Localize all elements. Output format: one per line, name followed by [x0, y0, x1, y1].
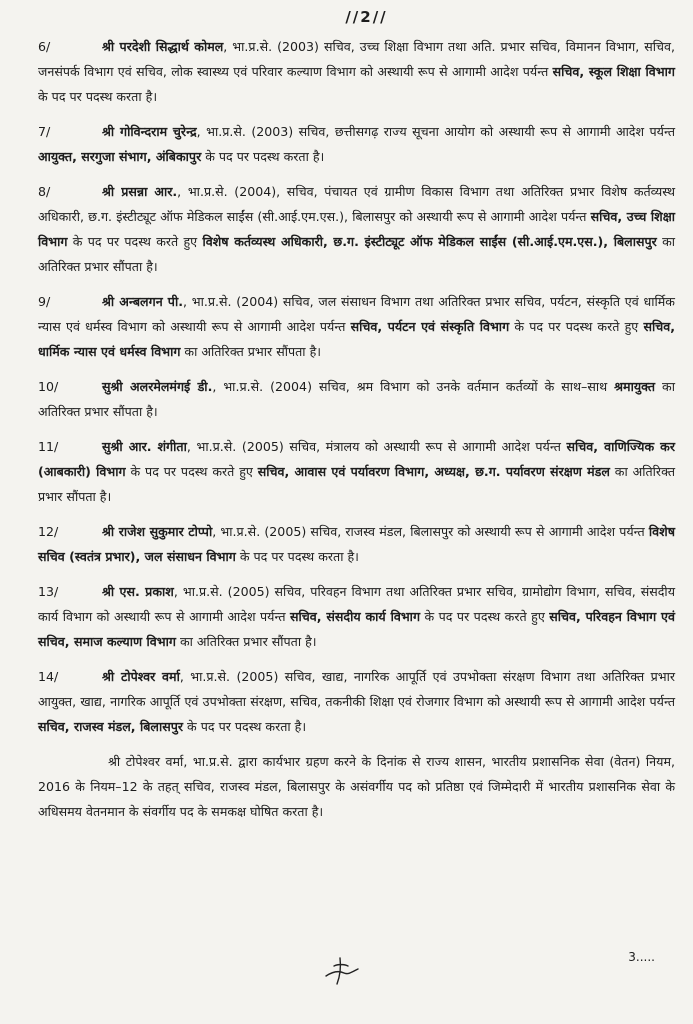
order-item: [38, 519, 675, 569]
item-text: के पद पर पदस्थ करता है।: [201, 149, 325, 164]
order-item: [38, 179, 675, 279]
item-text: , भा.प्र.से. (2004) सचिव, जल संसाधन विभाग तथा अतिरिक्त प्रभार सचिव, पर्यटन, संस्कृति एवं धार्मिक न्यास एवं धर्मस्व विभाग को अस्थायी रूप से आगामी आदेश पर्यन्त: [38, 294, 675, 334]
order-item: [38, 434, 675, 509]
item-text: के पद पर पदस्थ करता है।: [183, 719, 307, 734]
item-number: 13/: [38, 584, 59, 599]
closing-text: श्री टोपेश्वर वर्मा, भा.प्र.से. द्वारा कार्यभार ग्रहण करने के दिनांक से राज्य शासन, भारतीय प्रशासनिक सेवा (वेतन) नियम, 2016 के नियम–12 के तहत् सचिव, राजस्व मंडल, बिलासपुर के असंवर्गीय पद को प्रतिष्ठा एवं जिम्मेदारी में भारतीय प्रशासनिक सेवा के अधिसमय वेतनमान के संवर्गीय पद के समकक्ष घोषित करता है।: [38, 754, 675, 819]
item-text: का अतिरिक्त प्रभार सौंपता है।: [180, 344, 322, 359]
item-number: 14/: [38, 669, 59, 684]
item-number: 6/: [38, 39, 51, 54]
item-text: , भा.प्र.से. (2003) सचिव, उच्च शिक्षा विभाग तथा अति. प्रभार सचिव, विमानन विभाग, सचिव, जनसंपर्क विभाग एवं सचिव, लोक स्वास्थ्य एवं परिवार कल्याण विभाग को अस्थायी रूप से आगामी आदेश पर्यन्त: [38, 39, 675, 79]
item-number: 12/: [38, 524, 59, 539]
item-text: , भा.प्र.से. (2003) सचिव, छत्तीसगढ़ राज्य सूचना आयोग को अस्थायी रूप से आगामी आदेश पर्यन्त: [196, 124, 676, 139]
order-item: [38, 579, 675, 654]
item-number: 11/: [38, 439, 59, 454]
item-text: के पद पर पदस्थ करता है।: [38, 89, 158, 104]
officer-name: श्री टोपेश्वर वर्मा: [102, 669, 180, 684]
bold-text: सचिव, उच्च शिक्षा विभाग: [38, 209, 676, 249]
item-number: 10/: [38, 379, 59, 394]
next-page-indicator: 3.....: [628, 950, 655, 964]
bold-text: सचिव, धार्मिक न्यास एवं धर्मस्व विभाग: [38, 319, 676, 359]
item-text: का अतिरिक्त प्रभार सौंपता है।: [175, 634, 317, 649]
bold-text: विशेष कर्तव्यस्थ अधिकारी, छ.ग. इंस्टीट्यूट ऑफ मेडिकल साईंस (सी.आई.एम.एस.), बिलासपुर: [202, 234, 657, 249]
item-text: , भा.प्र.से. (2004), सचिव, पंचायत एवं ग्रामीण विकास विभाग तथा अतिरिक्त प्रभार विशेष कर्तव्यस्थ अधिकारी, छ.ग. इंस्टीट्यूट ऑफ मेडिकल साईंस (सी.आई.एम.एस.), बिलासपुर को अस्थायी रूप से आगामी आदेश पर्यन्त: [38, 184, 675, 224]
item-text: , भा.प्र.से. (2004) सचिव, श्रम विभाग को उनके वर्तमान कर्तव्यों के साथ–साथ: [212, 379, 615, 394]
bold-text: सचिव, स्कूल शिक्षा विभाग: [552, 64, 675, 79]
order-item: [38, 34, 675, 109]
officer-name: श्री प्रसन्ना आर.: [102, 184, 178, 199]
bold-text: सचिव, संसदीय कार्य विभाग: [289, 609, 421, 624]
order-item: [38, 289, 675, 364]
item-number: 8/: [38, 184, 51, 199]
item-text: , भा.प्र.से. (2005) सचिव, परिवहन विभाग तथा अतिरिक्त प्रभार सचिव, ग्रामोद्योग विभाग, सचिव, संसदीय कार्य विभाग को अस्थायी रूप से आगामी आदेश पर्यन्त: [38, 584, 676, 624]
officer-name: श्री गोविन्दराम चुरेन्द्र: [102, 124, 197, 139]
item-text: , भा.प्र.से. (2005) सचिव, राजस्व मंडल, बिलासपुर को अस्थायी रूप से आगामी आदेश पर्यन्त: [212, 524, 649, 539]
signature-mark: [322, 952, 362, 988]
item-text: के पद पर पदस्थ करते हुए: [67, 234, 203, 249]
bold-text: सचिव, राजस्व मंडल, बिलासपुर: [38, 719, 184, 734]
officer-name: श्री परदेशी सिद्धार्थ कोमल: [102, 39, 224, 54]
officer-name: सुश्री अलरमेलमंगई डी.: [102, 379, 213, 394]
item-text: , भा.प्र.से. (2005) सचिव, मंत्रालय को अस्थायी रूप से आगामी आदेश पर्यन्त: [186, 439, 567, 454]
closing-paragraph: [38, 749, 675, 824]
order-item: [38, 119, 675, 169]
item-text: , भा.प्र.से. (2005) सचिव, खाद्य, नागरिक आपूर्ति एवं उपभोक्ता संरक्षण विभाग तथा अतिरिक्त प्रभार आयुक्त, खाद्य, नागरिक आपूर्ति एवं उपभोक्ता संरक्षण, सचिव, तकनीकी शिक्षा एवं रोजगार विभाग को अस्थायी रूप से आगामी आदेश पर्यन्त: [38, 669, 676, 709]
item-text: के पद पर पदस्थ करते हुए: [509, 319, 644, 334]
officer-name: श्री राजेश सुकुमार टोप्पो: [102, 524, 213, 539]
bold-text: आयुक्त, सरगुजा संभाग, अंबिकापुर: [38, 149, 202, 164]
item-text: का अतिरिक्त प्रभार सौंपता है।: [38, 234, 676, 274]
bold-text: सचिव, आवास एवं पर्यावरण विभाग, अध्यक्ष, छ.ग. पर्यावरण संरक्षण मंडल: [257, 464, 610, 479]
officer-name: श्री एस. प्रकाश: [102, 584, 174, 599]
bold-text: सचिव, पर्यटन एवं संस्कृति विभाग: [350, 319, 510, 334]
officer-name: सुश्री आर. शंगीता: [102, 439, 187, 454]
order-item: [38, 664, 675, 739]
bold-text: सचिव, वाणिज्यिक कर (आबकारी) विभाग: [38, 439, 675, 479]
order-item: [38, 374, 675, 424]
bold-text: सचिव, परिवहन विभाग एवं सचिव, समाज कल्याण विभाग: [38, 609, 675, 649]
order-paragraphs: [38, 34, 675, 739]
page-number: //2//: [345, 8, 388, 26]
item-text: के पद पर पदस्थ करते हुए: [420, 609, 550, 624]
item-text: का अतिरिक्त प्रभार सौंपता है।: [38, 379, 675, 419]
item-text: के पद पर पदस्थ करते हुए: [125, 464, 258, 479]
item-text: का अतिरिक्त प्रभार सौंपता है।: [38, 464, 675, 504]
officer-name: श्री अन्बलगन पी.: [102, 294, 183, 309]
bold-text: श्रमायुक्त: [614, 379, 656, 394]
item-number: 9/: [38, 294, 51, 309]
item-text: के पद पर पदस्थ करता है।: [235, 549, 359, 564]
item-number: 7/: [38, 124, 51, 139]
bold-text: विशेष सचिव (स्वतंत्र प्रभार), जल संसाधन विभाग: [38, 524, 676, 564]
